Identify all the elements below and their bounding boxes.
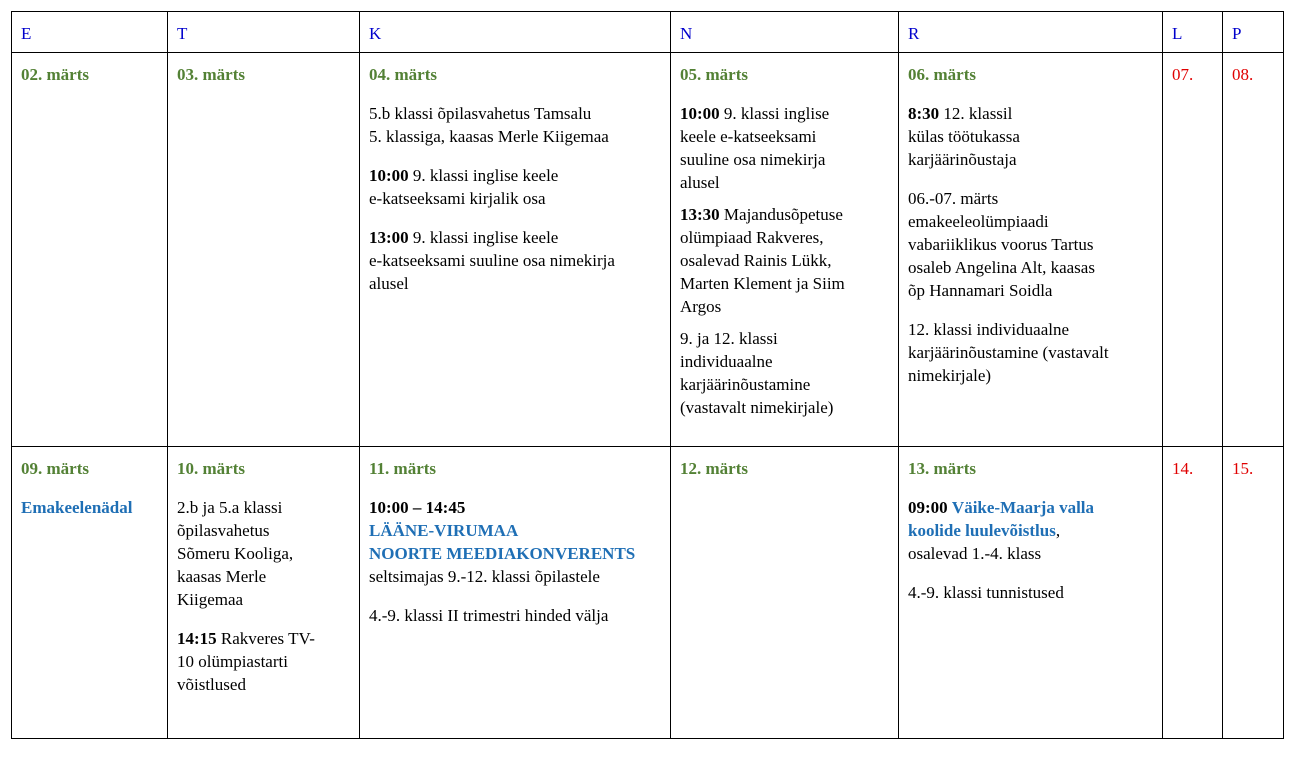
header-cell-fri <box>899 12 1163 53</box>
event-title: koolide luulevõistlus <box>908 521 1056 540</box>
header-cell-tue <box>168 12 360 53</box>
event-text: külas töötukassa <box>908 127 1020 146</box>
header-cell-sun <box>1223 12 1284 53</box>
day-date: 09. märts <box>21 459 89 478</box>
event-time: 10:00 <box>369 166 409 185</box>
day-cell <box>168 53 360 447</box>
calendar-table <box>11 11 1284 739</box>
event-entry <box>369 604 664 627</box>
week-row-1 <box>12 53 1284 447</box>
event-text: Rakveres TV- <box>220 629 315 648</box>
event-text: alusel <box>369 274 409 293</box>
event-time: 09:00 <box>908 498 948 517</box>
header-cell-mon <box>12 12 168 53</box>
event-entry <box>908 318 1156 387</box>
weekday-label: N <box>680 24 693 43</box>
day-date: 10. märts <box>177 459 245 478</box>
day-date: 12. märts <box>680 459 748 478</box>
day-cell <box>168 447 360 739</box>
day-cell <box>1163 53 1223 447</box>
event-entry <box>908 187 1156 302</box>
event-text: 9. klassi inglise <box>723 104 830 123</box>
event-text: 9. ja 12. klassi <box>680 329 778 348</box>
event-text: keele e-katseeksami <box>680 127 817 146</box>
event-text: 2.b ja 5.a klassi <box>177 498 283 517</box>
day-cell <box>899 447 1163 739</box>
day-cell <box>1223 53 1284 447</box>
event-text: , <box>1055 521 1061 540</box>
event-text: 9. klassi inglise keele <box>412 228 559 247</box>
day-date: 05. märts <box>680 65 748 84</box>
event-text: 06.-07. märts <box>908 189 999 208</box>
event-entry <box>369 102 664 148</box>
event-text: osalevad 1.-4. klass <box>908 544 1042 563</box>
event-text: 5. klassiga, kaasas Merle Kiigemaa <box>369 127 609 146</box>
event-text: võistlused <box>177 675 246 694</box>
event-time: 10:00 – 14:45 <box>369 498 466 517</box>
day-date: 08. <box>1232 65 1254 84</box>
event-text: suuline osa nimekirja <box>680 150 826 169</box>
event-text: seltsimajas 9.-12. klassi õpilastele <box>369 567 600 586</box>
day-cell <box>360 447 671 739</box>
day-cell <box>671 447 899 739</box>
event-text: Sõmeru Kooliga, <box>177 544 294 563</box>
event-text: karjäärinõustamine (vastavalt <box>908 343 1109 362</box>
event-text: 10 olümpiastarti <box>177 652 288 671</box>
event-text: individuaalne <box>680 352 773 371</box>
event-text: vabariiklikus voorus Tartus <box>908 235 1094 254</box>
event-time: 13:00 <box>369 228 409 247</box>
event-entry <box>680 102 892 194</box>
day-cell <box>1223 447 1284 739</box>
event-entry <box>369 496 664 588</box>
weekday-label: R <box>908 24 920 43</box>
event-text: Kiigemaa <box>177 590 244 609</box>
event-text: 4.-9. klassi II trimestri hinded välja <box>369 606 609 625</box>
weekday-label: L <box>1172 24 1183 43</box>
event-text: Majandusõpetuse <box>723 205 843 224</box>
day-cell <box>671 53 899 447</box>
event-text: kaasas Merle <box>177 567 267 586</box>
event-entry <box>680 203 892 318</box>
header-cell-thu <box>671 12 899 53</box>
day-cell <box>899 53 1163 447</box>
header-cell-wed <box>360 12 671 53</box>
event-text: e-katseeksami kirjalik osa <box>369 189 546 208</box>
weekday-label: K <box>369 24 382 43</box>
event-text: olümpiaad Rakveres, <box>680 228 824 247</box>
event-title: LÄÄNE-VIRUMAA <box>369 521 519 540</box>
day-date: 04. märts <box>369 65 437 84</box>
event-text: Marten Klement ja Siim <box>680 274 845 293</box>
event-text: õp Hannamari Soidla <box>908 281 1053 300</box>
event-text: osalevad Rainis Lükk, <box>680 251 832 270</box>
event-text: karjäärinõustaja <box>908 150 1017 169</box>
day-date: 06. märts <box>908 65 976 84</box>
event-time: 14:15 <box>177 629 217 648</box>
event-text: 5.b klassi õpilasvahetus Tamsalu <box>369 104 592 123</box>
event-entry <box>369 226 664 295</box>
event-entry <box>21 496 161 519</box>
day-date: 14. <box>1172 459 1194 478</box>
event-text: e-katseeksami suuline osa nimekirja <box>369 251 615 270</box>
day-date: 03. märts <box>177 65 245 84</box>
event-text: 4.-9. klassi tunnistused <box>908 583 1064 602</box>
week-row-2 <box>12 447 1284 739</box>
weekday-header-row <box>12 12 1284 53</box>
event-entry <box>369 164 664 210</box>
event-text: karjäärinõustamine <box>680 375 811 394</box>
event-text: osaleb Angelina Alt, kaasas <box>908 258 1095 277</box>
event-title: Väike-Maarja valla <box>951 498 1095 517</box>
week-theme: Emakeelenädal <box>21 498 133 517</box>
event-text: (vastavalt nimekirjale) <box>680 398 834 417</box>
event-time: 13:30 <box>680 205 720 224</box>
event-entry <box>908 581 1156 604</box>
event-entry <box>177 496 353 611</box>
event-entry <box>908 102 1156 171</box>
day-cell <box>12 53 168 447</box>
event-time: 8:30 <box>908 104 940 123</box>
event-title: NOORTE MEEDIAKONVERENTS <box>369 544 636 563</box>
event-entry <box>908 496 1156 565</box>
event-text: 12. klassi individuaalne <box>908 320 1070 339</box>
event-text: 9. klassi inglise keele <box>412 166 559 185</box>
day-date: 07. <box>1172 65 1194 84</box>
day-date: 15. <box>1232 459 1254 478</box>
day-date: 02. märts <box>21 65 89 84</box>
day-date: 11. märts <box>369 459 437 478</box>
event-text: emakeeleolümpiaadi <box>908 212 1049 231</box>
day-cell <box>360 53 671 447</box>
event-time: 10:00 <box>680 104 720 123</box>
weekday-label: T <box>177 24 188 43</box>
day-date: 13. märts <box>908 459 976 478</box>
event-entry <box>177 627 353 696</box>
event-text: alusel <box>680 173 720 192</box>
event-text: õpilasvahetus <box>177 521 270 540</box>
event-text: 12. klassil <box>943 104 1013 123</box>
header-cell-sat <box>1163 12 1223 53</box>
weekday-label: E <box>21 24 32 43</box>
day-cell <box>1163 447 1223 739</box>
day-cell <box>12 447 168 739</box>
weekday-label: P <box>1232 24 1242 43</box>
event-text: nimekirjale) <box>908 366 992 385</box>
event-entry <box>680 327 892 419</box>
event-text: Argos <box>680 297 722 316</box>
